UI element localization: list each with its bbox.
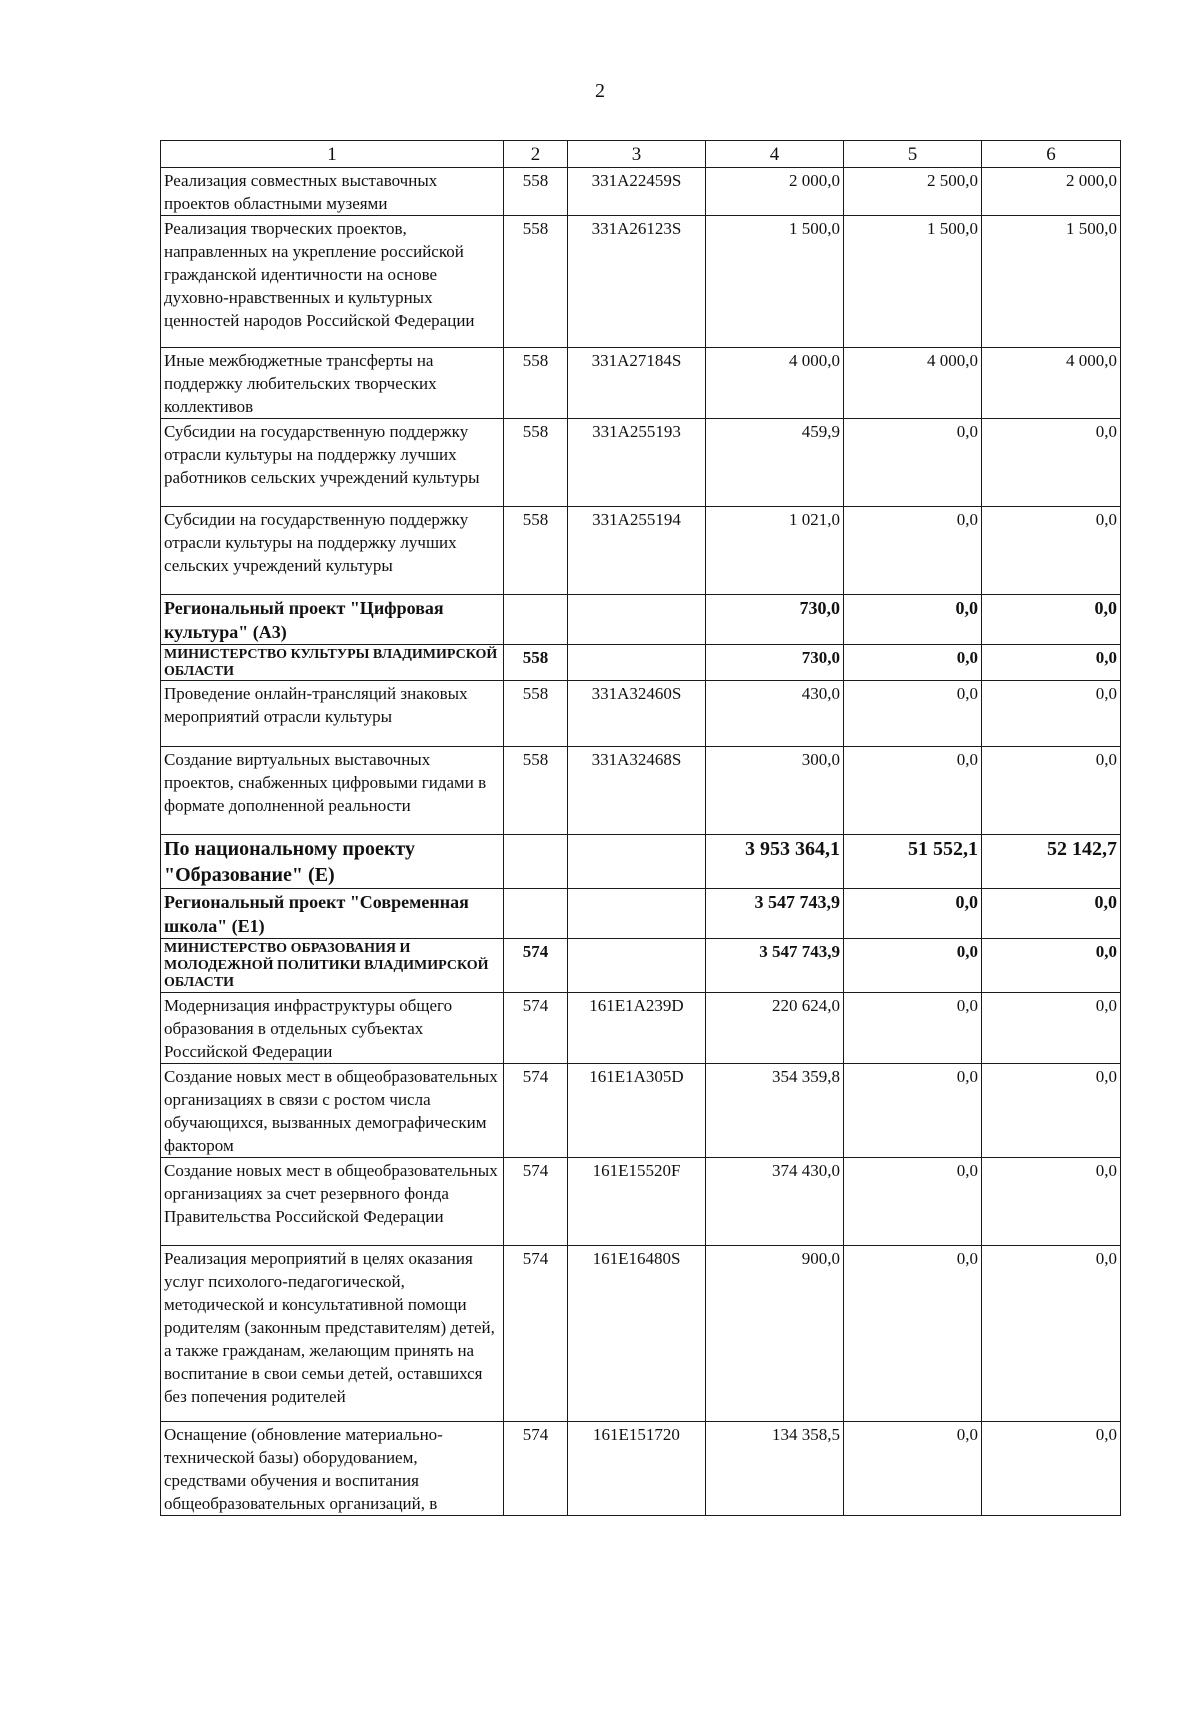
row-name-cell: Иные межбюджетные трансферты на поддержку любительских творческих коллективов [161,348,504,419]
table-row-ministry [161,939,1121,993]
row-kbk-cell [568,645,706,681]
row-name-cell: Оснащение (обновление материально-технической базы) оборудованием, средствами обучения и воспитания общеобразовательных организаций, в [161,1422,504,1516]
row-name-cell: Реализация мероприятий в целях оказания услуг психолого-педагогической, методической и консультативной помощи родителям (законным представителям) детей, а также гражданам, желающим принять на воспитание в свои семьи детей, оставшихся без попечения родителей [161,1246,504,1422]
row-value-col4: 459,9 [706,419,844,507]
row-code-cell: 574 [504,1422,568,1516]
row-code-cell: 558 [504,747,568,835]
column-header: 3 [568,141,706,168]
row-value-col5: 0,0 [844,1422,982,1516]
row-value-col6: 0,0 [982,595,1121,645]
table-row-project [161,889,1121,939]
table-row-item [161,993,1121,1064]
row-kbk-cell [568,939,706,993]
row-value-col6: 0,0 [982,1158,1121,1246]
row-value-col4: 730,0 [706,595,844,645]
row-value-col5: 0,0 [844,747,982,835]
row-value-col5: 0,0 [844,1064,982,1158]
row-kbk-cell: 331A255194 [568,507,706,595]
row-value-col4: 134 358,5 [706,1422,844,1516]
table-row-item [161,507,1121,595]
row-name-cell: Реализация совместных выставочных проектов областными музеями [161,168,504,216]
row-value-col5: 0,0 [844,939,982,993]
row-value-col4: 3 547 743,9 [706,939,844,993]
row-name-cell: По национальному проекту "Образование" (Е) [161,835,504,889]
row-kbk-cell [568,889,706,939]
row-name-cell: Реализация творческих проектов, направленных на укрепление российской гражданской идентичности на основе духовно-нравственных и культурных ценностей народов Российской Федерации [161,216,504,348]
row-name-cell: Региональный проект "Цифровая культура" (А3) [161,595,504,645]
column-header: 4 [706,141,844,168]
table-row-item [161,216,1121,348]
row-value-col4: 300,0 [706,747,844,835]
row-value-col4: 1 500,0 [706,216,844,348]
column-header: 2 [504,141,568,168]
table-row-national [161,835,1121,889]
row-kbk-cell: 331A255193 [568,419,706,507]
row-kbk-cell: 331A32468S [568,747,706,835]
row-name-cell: Региональный проект "Современная школа" (Е1) [161,889,504,939]
row-value-col5: 2 500,0 [844,168,982,216]
row-value-col6: 1 500,0 [982,216,1121,348]
row-kbk-cell [568,835,706,889]
row-code-cell [504,595,568,645]
table-row-item [161,1246,1121,1422]
row-value-col5: 51 552,1 [844,835,982,889]
row-value-col5: 0,0 [844,595,982,645]
row-value-col4: 4 000,0 [706,348,844,419]
row-value-col5: 0,0 [844,419,982,507]
row-name-cell: МИНИСТЕРСТВО ОБРАЗОВАНИЯ И МОЛОДЕЖНОЙ ПОЛИТИКИ ВЛАДИМИРСКОЙ ОБЛАСТИ [161,939,504,993]
table-row-ministry [161,645,1121,681]
row-value-col4: 374 430,0 [706,1158,844,1246]
row-value-col4: 1 021,0 [706,507,844,595]
row-value-col5: 0,0 [844,507,982,595]
row-value-col6: 0,0 [982,747,1121,835]
row-value-col5: 0,0 [844,1246,982,1422]
table-row-project [161,595,1121,645]
row-value-col5: 4 000,0 [844,348,982,419]
row-name-cell: Субсидии на государственную поддержку отрасли культуры на поддержку лучших сельских учреждений культуры [161,507,504,595]
row-kbk-cell: 161E15520F [568,1158,706,1246]
row-value-col6: 0,0 [982,645,1121,681]
row-value-col6: 0,0 [982,993,1121,1064]
row-code-cell: 574 [504,1158,568,1246]
row-code-cell: 558 [504,507,568,595]
table-body [161,168,1121,1516]
row-kbk-cell: 331A27184S [568,348,706,419]
row-code-cell [504,889,568,939]
table-row-item [161,1064,1121,1158]
row-name-cell: Субсидии на государственную поддержку отрасли культуры на поддержку лучших работников сельских учреждений культуры [161,419,504,507]
page-number: 2 [595,80,605,102]
row-kbk-cell: 161E151720 [568,1422,706,1516]
row-value-col4: 430,0 [706,681,844,747]
row-name-cell: Создание виртуальных выставочных проектов, снабженных цифровыми гидами в формате дополненной реальности [161,747,504,835]
row-value-col6: 0,0 [982,939,1121,993]
row-code-cell: 558 [504,419,568,507]
column-header: 6 [982,141,1121,168]
row-value-col6: 4 000,0 [982,348,1121,419]
row-code-cell: 574 [504,1246,568,1422]
budget-table [160,140,1121,1516]
row-value-col6: 0,0 [982,889,1121,939]
row-code-cell [504,835,568,889]
row-kbk-cell: 331A26123S [568,216,706,348]
row-value-col4: 3 953 364,1 [706,835,844,889]
row-name-cell: Проведение онлайн-трансляций знаковых мероприятий отрасли культуры [161,681,504,747]
row-name-cell: МИНИСТЕРСТВО КУЛЬТУРЫ ВЛАДИМИРСКОЙ ОБЛАСТИ [161,645,504,681]
row-value-col6: 0,0 [982,1064,1121,1158]
row-kbk-cell: 331A22459S [568,168,706,216]
row-code-cell: 558 [504,348,568,419]
table-row-item [161,681,1121,747]
table-row-item [161,419,1121,507]
row-kbk-cell: 161E16480S [568,1246,706,1422]
row-code-cell: 558 [504,168,568,216]
row-value-col5: 0,0 [844,1158,982,1246]
row-code-cell: 558 [504,681,568,747]
row-value-col5: 1 500,0 [844,216,982,348]
row-code-cell: 558 [504,216,568,348]
row-kbk-cell: 161E1A305D [568,1064,706,1158]
row-value-col5: 0,0 [844,993,982,1064]
row-value-col6: 0,0 [982,1246,1121,1422]
row-name-cell: Модернизация инфраструктуры общего образования в отдельных субъектах Российской Федерации [161,993,504,1064]
row-value-col4: 730,0 [706,645,844,681]
row-value-col5: 0,0 [844,681,982,747]
table-row-item [161,1158,1121,1246]
table-row-item [161,168,1121,216]
row-value-col6: 0,0 [982,419,1121,507]
row-value-col6: 0,0 [982,681,1121,747]
table-row-item [161,747,1121,835]
column-header: 1 [161,141,504,168]
column-header: 5 [844,141,982,168]
row-name-cell: Создание новых мест в общеобразовательных организациях в связи с ростом числа обучающихся, вызванных демографическим фактором [161,1064,504,1158]
row-code-cell: 574 [504,993,568,1064]
row-value-col4: 3 547 743,9 [706,889,844,939]
row-code-cell: 574 [504,1064,568,1158]
row-value-col4: 220 624,0 [706,993,844,1064]
row-value-col4: 2 000,0 [706,168,844,216]
row-kbk-cell: 331A32460S [568,681,706,747]
table-header-row [161,141,1121,168]
row-value-col6: 52 142,7 [982,835,1121,889]
row-value-col4: 900,0 [706,1246,844,1422]
row-value-col5: 0,0 [844,889,982,939]
row-value-col5: 0,0 [844,645,982,681]
table-row-item [161,1422,1121,1516]
row-kbk-cell [568,595,706,645]
table-row-item [161,348,1121,419]
row-value-col6: 0,0 [982,507,1121,595]
row-kbk-cell: 161E1A239D [568,993,706,1064]
row-name-cell: Создание новых мест в общеобразовательных организациях за счет резервного фонда Правительства Российской Федерации [161,1158,504,1246]
row-code-cell: 558 [504,645,568,681]
row-code-cell: 574 [504,939,568,993]
row-value-col6: 0,0 [982,1422,1121,1516]
row-value-col6: 2 000,0 [982,168,1121,216]
row-value-col4: 354 359,8 [706,1064,844,1158]
